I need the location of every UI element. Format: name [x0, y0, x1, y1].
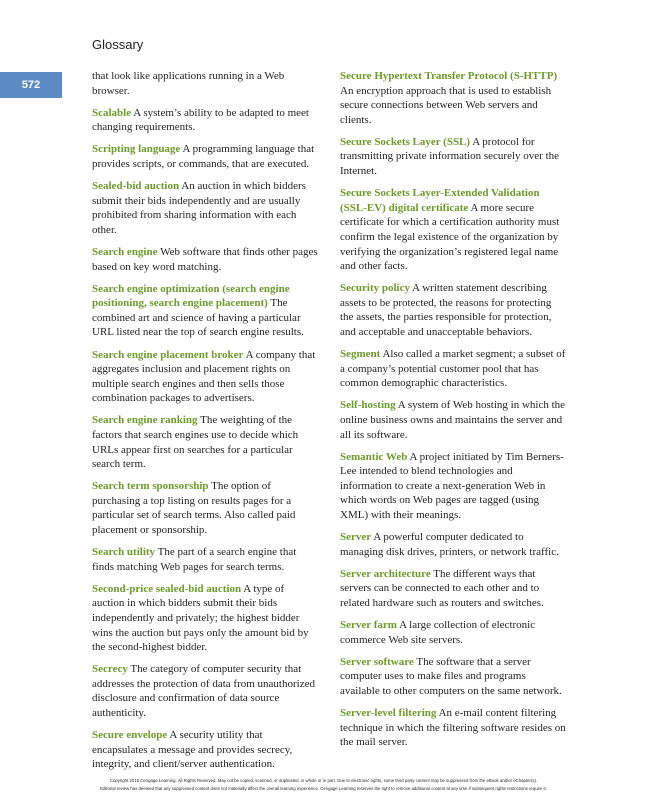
glossary-term: Scalable	[92, 106, 132, 119]
glossary-entry	[340, 186, 566, 274]
glossary-definition: A powerful computer dedicated to managing disk drives, printers, or network traffic.	[340, 531, 559, 558]
glossary-entry	[92, 728, 318, 772]
glossary-term: Secure envelope	[92, 729, 168, 742]
glossary-entry	[92, 413, 318, 471]
right-entries-list	[340, 69, 566, 750]
glossary-definition: Also called a market segment; a subset of a company’s potential customer pool that has common demographic characteristics.	[340, 348, 566, 390]
continuation-text: that look like applications running in a Web browser.	[92, 70, 285, 97]
glossary-entry	[340, 69, 566, 127]
running-header: Glossary	[92, 37, 144, 52]
glossary-term: Search engine optimization (search engine positioning, search engine placement)	[92, 282, 290, 310]
glossary-term: Self-hosting	[340, 399, 396, 412]
glossary-entry	[92, 545, 318, 574]
glossary-definition: A large collection of electronic commerce Web site servers.	[340, 619, 536, 646]
glossary-entry	[340, 655, 566, 699]
glossary-term: Server software	[340, 655, 414, 668]
glossary-term: Security policy	[340, 282, 410, 295]
glossary-definition: Web software that finds other pages based on key word matching.	[92, 245, 318, 273]
glossary-entry	[92, 282, 318, 340]
glossary-entry	[92, 662, 318, 720]
glossary-term: Search engine	[92, 245, 158, 258]
glossary-entry	[340, 398, 566, 442]
glossary-definition: A protocol for transmitting private information securely over the Internet.	[340, 135, 560, 178]
left-entries-list	[92, 106, 318, 772]
glossary-term: Search utility	[92, 546, 156, 559]
glossary-term: Second-price sealed-bid auction	[92, 582, 242, 595]
glossary-entry	[92, 348, 318, 406]
glossary-term: Segment	[340, 348, 381, 361]
glossary-entry	[92, 179, 318, 237]
page-number-tab: 572	[0, 72, 62, 98]
glossary-term: Scripting language	[92, 143, 181, 156]
glossary-term: Sealed-bid auction	[92, 180, 180, 193]
glossary-term: Secure Hypertext Transfer Protocol (S-HTTP)	[340, 70, 558, 82]
glossary-column-left	[92, 69, 318, 779]
copyright-footer-line-1: Copyright 2015 Cengage Learning. All Rights Reserved. May not be copied, scanned, or duplicated, in whole or in part. Due to electronic rights, some third party content may be suppressed from the eBook and/or eChapter(s).	[109, 778, 538, 783]
copyright-footer-line-2: Editorial review has deemed that any suppressed content does not materially affect the overall learning experience. Cengage Learning reserves the right to remove additional content at any time if subsequent rights restrictions require it.	[100, 786, 547, 791]
glossary-definition: The part of a search engine that finds matching Web pages for search terms.	[92, 546, 297, 573]
glossary-term: Search term sponsorship	[92, 480, 209, 493]
glossary-entry	[92, 479, 318, 537]
glossary-definition: The option of purchasing a top listing on results pages for a particular set of search terms. Also called paid placement or sponsorship.	[92, 480, 296, 537]
glossary-entry	[340, 450, 566, 523]
glossary-definition: An e-mail content filtering technique in which the filtering software resides on the mail server.	[340, 707, 566, 749]
glossary-definition: A more secure certificate for which a certification authority must confirm the legal existence of the organization by verifying the organization’s registered legal name and other facts.	[340, 201, 560, 273]
glossary-term: Secure Sockets Layer-Extended Validation (SSL-EV) digital certificate	[340, 187, 540, 214]
glossary-definition: The combined art and science of having a particular URL listed near the top of search engine results.	[92, 297, 304, 339]
glossary-definition: The software that a server computer uses to make files and programs available to other computers on the same network.	[340, 655, 562, 697]
glossary-column-right	[340, 69, 566, 757]
glossary-term: Server	[340, 531, 372, 544]
glossary-term: Search engine ranking	[92, 414, 198, 427]
glossary-term: Secrecy	[92, 663, 128, 676]
glossary-entry	[92, 106, 318, 135]
glossary-term: Server architecture	[340, 567, 431, 580]
glossary-definition: A company that aggregates inclusion and placement rights on multiple search engines and then sells those combination packages to advertisers.	[92, 348, 316, 405]
glossary-definition: A security utility that encapsulates a message and provides secrecy, integrity, and client/server authentication.	[92, 729, 293, 771]
glossary-definition: A project initiated by Tim Berners-Lee intended to blend technologies and information to create a next-generation Web in which words on Web pages are tagged (using XML) with their meanings.	[340, 450, 564, 522]
glossary-entry	[340, 135, 566, 179]
glossary-definition: A system’s ability to be adapted to meet changing requirements.	[92, 106, 309, 134]
glossary-entry	[92, 245, 318, 274]
glossary-definition: A type of auction in which bidders submit their bids independently and privately; the highest bidder wins the auction but pays only the amount bid by the second-highest bidder.	[92, 582, 309, 654]
glossary-term: Server-level filtering	[340, 707, 437, 720]
glossary-definition: The different ways that servers can be connected to each other and to related hardware such as routers and switches.	[340, 567, 544, 609]
glossary-term: Server farm	[340, 619, 397, 632]
glossary-definition: A written statement describing assets to be protected, the reasons for protecting the assets, the parties responsible for protection, and acceptable and unacceptable behaviors.	[340, 282, 552, 338]
glossary-definition: An encryption approach that is used to establish secure connections between Web servers and clients.	[340, 84, 552, 126]
glossary-entry	[340, 530, 566, 559]
glossary-definition: A programming language that provides scripts, or commands, that are executed.	[92, 143, 315, 170]
glossary-entry	[340, 347, 566, 391]
glossary-entry	[340, 706, 566, 750]
glossary-entry	[340, 281, 566, 339]
glossary-definition: A system of Web hosting in which the online business owns and maintains the server and all its software.	[340, 399, 566, 441]
glossary-definition: The weighting of the factors that search engines use to decide which URLs appear first on searches for a particular search term.	[92, 414, 299, 471]
glossary-entry	[340, 618, 566, 647]
glossary-term: Search engine placement broker	[92, 348, 244, 361]
glossary-term: Semantic Web	[340, 450, 408, 463]
glossary-definition: An auction in which bidders submit their bids independently and are usually prohibited from sharing information with each other.	[92, 180, 306, 236]
glossary-entry	[92, 582, 318, 655]
glossary-definition: The category of computer security that addresses the protection of data from unauthorized disclosure and confirmation of data source authenticity.	[92, 663, 315, 720]
glossary-term: Secure Sockets Layer (SSL)	[340, 135, 471, 148]
glossary-entry	[92, 142, 318, 171]
glossary-entry	[340, 567, 566, 611]
